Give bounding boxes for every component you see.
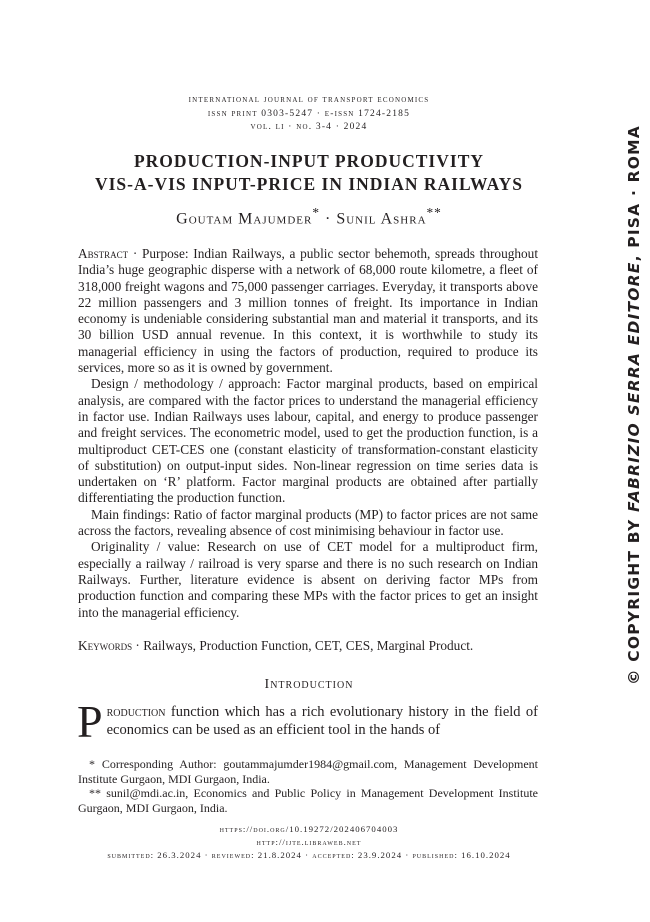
footnote-2: [78, 786, 538, 815]
submission-dates: submitted: 26.3.2024 · reviewed: 21.8.2024 · accepted: 23.9.2024 · published: 16.10.2024: [107, 850, 511, 860]
copyright-notice: [625, 125, 649, 685]
keywords-sep: ·: [132, 638, 144, 653]
author-line: [0, 205, 618, 228]
journal-volume: vol. li · no. 3-4 · 2024: [250, 122, 368, 132]
footnotes: [78, 757, 538, 815]
keywords-text: Railways, Production Function, CET, CES, Marginal Product.: [143, 638, 474, 653]
journal-header: [0, 94, 618, 135]
keywords-label: Keywords: [78, 638, 133, 653]
article-meta: [0, 823, 618, 862]
author-2: Sunil Ashra: [336, 210, 427, 228]
title-line-1: PRODUCTION-INPUT PRODUCTIVITY: [133, 151, 484, 171]
footnote-1-text: Corresponding Author: goutammajumder1984@gmail.com, Management Development Institute Gurgaon, MDI Gurgaon, India.: [78, 757, 539, 786]
abstract-findings: Main findings: Ratio of factor marginal products (MP) to factor prices are not same across the factors, revealing absence of cost minimising behaviour in factor use.: [78, 506, 538, 539]
footnote-1: [78, 757, 538, 786]
keywords: [78, 638, 538, 654]
abstract-sep: ·: [128, 246, 143, 261]
footnote-1-mark: *: [89, 757, 95, 771]
author-2-mark: **: [426, 205, 442, 220]
paper-title: [0, 150, 618, 196]
title-line-2: VIS-A-VIS INPUT-PRICE IN INDIAN RAILWAYS: [94, 174, 523, 194]
journal-name: international journal of transport economics: [188, 95, 430, 105]
author-1-mark: *: [312, 205, 320, 220]
doi-link[interactable]: https://doi.org/10.19272/202406704003: [219, 824, 399, 834]
author-separator: ·: [320, 210, 337, 228]
copyright-prefix: © COPYRIGHT BY: [625, 512, 643, 685]
intro-smallcaps: roduction: [106, 704, 166, 720]
abstract-label: Abstract: [78, 246, 129, 261]
abstract-purpose-text: Purpose: Indian Railways, a public sector behemoth, spreads throughout India’s huge geographic disperse with a network of 68,000 route kilometre, a fleet of 318,000 freight wagons and 75,000 passenger carriages. Everyday, it transports above 22 million passengers and 3 million tonnes of freight. Its importance in Indian economy is undeniable considering substantial man and material it transports, and its 30 billion USD annual revenue. In this context, it is worthwhile to study its managerial efficiency in using the factors of production, required to produce its services, more so as it is owned by government.: [78, 246, 539, 376]
abstract: [78, 246, 538, 621]
abstract-purpose: [78, 246, 538, 376]
abstract-originality: Originality / value: Research on use of CET model for a multiproduct firm, especially a railway / railroad is very sparse and there is no such research on Indian Railways. Further, literature evidence is absent on deriving factor MPs from production function and comparing these MPs with the factor prices to get an insight into the managerial efficiency.: [78, 539, 538, 620]
intro-text: function which has a rich evolutionary history in the field of economics can be used as an efficient tool in the hands of: [106, 704, 538, 738]
footnote-2-text: sunil@mdi.ac.in, Economics and Public Policy in Management Development Institute Gurgaon, MDI Gurgaon, India.: [78, 786, 539, 815]
copyright-suffix: , PISA · ROMA: [625, 125, 643, 262]
section-heading-introduction: Introduction: [264, 677, 354, 692]
journal-issn: issn print 0303-5247 · e-issn 1724-2185: [207, 108, 411, 119]
footnote-2-mark: **: [89, 786, 101, 800]
copyright-publisher: FABRIZIO SERRA EDITORE: [625, 261, 643, 512]
author-1: Goutam Majumder: [176, 210, 313, 228]
journal-url-link[interactable]: http://ijte.libraweb.net: [256, 837, 362, 847]
drop-cap: P: [77, 696, 103, 747]
introduction-paragraph: [77, 696, 538, 747]
abstract-design: Design / methodology / approach: Factor marginal products, based on empirical analysis, are compared with the factor prices to understand the managerial efficiency in factor use. Indian Railways uses labour, capital, and energy to produce passenger and freight services. The econometric model, used to get the production function, is a multiproduct CET-CES one (constant elasticity of transformation-constant elasticity of substitution) on output-input sides. Non-linear regression on time series data is undertaken on ‘R’ platform. Factor marginal products are obtained after partially differentiating the production function.: [78, 376, 538, 506]
